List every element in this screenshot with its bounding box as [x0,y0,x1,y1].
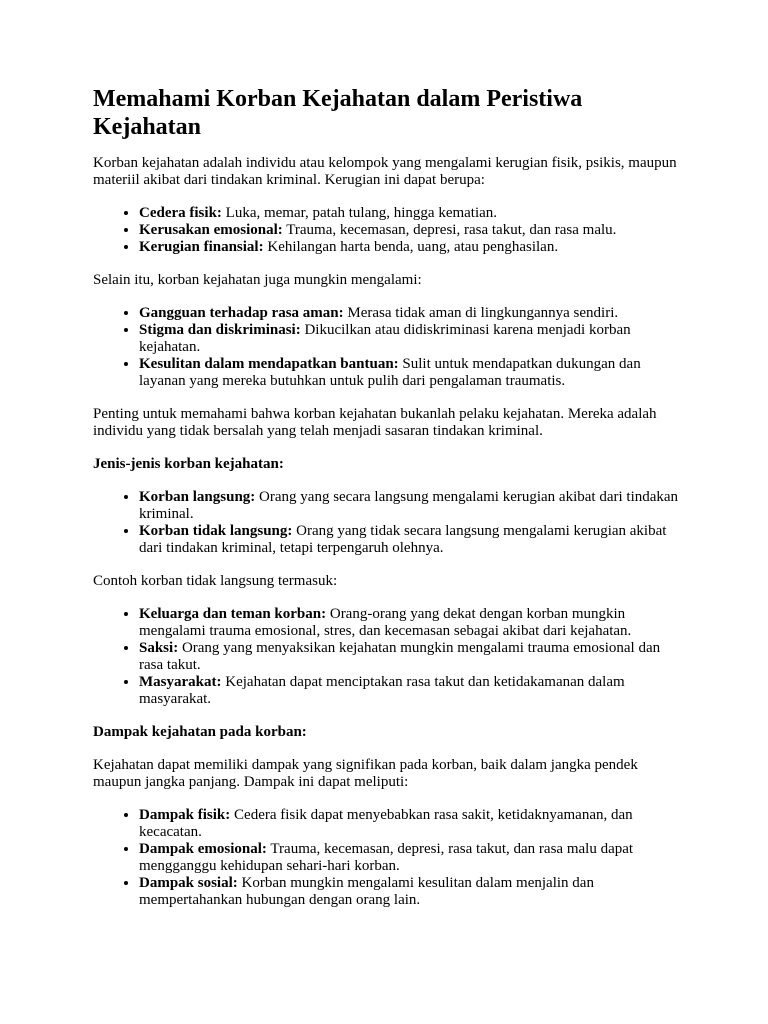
impact-heading [93,724,683,741]
list-item-desc: Trauma, kecemasan, depresi, rasa takut, dan rasa malu. [282,222,617,238]
list-item-desc: Orang yang secara langsung mengalami kerugian akibat dari tindakan kriminal. [139,489,679,522]
losses-list [93,205,683,256]
list-item-desc: Orang-orang yang dekat dengan korban mungkin mengalami trauma emosional, stres, dan kecemasan sebagai akibat dari kejahatan. [139,606,632,639]
list-item [139,875,683,909]
list-item [139,841,683,875]
list-item-term: Stigma dan diskriminasi: [139,322,301,338]
list-item-term: Dampak fisik: [139,807,231,823]
list-item-term: Dampak emosional: [139,841,267,857]
list-item [139,205,683,222]
impact-heading-text: Dampak kejahatan pada korban: [93,724,307,740]
list-item-term: Gangguan terhadap rasa aman: [139,305,344,321]
types-list [93,489,683,557]
list-item-desc: Cedera fisik dapat menyebabkan rasa sakit, ketidaknyamanan, dan kecacatan. [139,807,633,840]
list-item-term: Kesulitan dalam mendapatkan bantuan: [139,356,399,372]
list-item-term: Saksi: [139,640,179,656]
list-item [139,222,683,239]
types-heading [93,456,683,473]
types-heading-text: Jenis-jenis korban kejahatan: [93,456,284,472]
impacts-list [93,807,683,909]
list-item-desc: Kejahatan dapat menciptakan rasa takut dan ketidakamanan dalam masyarakat. [139,674,625,707]
list-item [139,674,683,708]
important-paragraph: Penting untuk memahami bahwa korban kejahatan bukanlah pelaku kejahatan. Mereka adalah individu yang tidak bersalah yang telah menjadi sasaran tindakan kriminal. [93,406,657,439]
list-item [139,606,683,640]
list-item [139,807,683,841]
list-item [139,523,683,557]
document-title: Memahami Korban Kejahatan dalam Peristiwa Kejahatan [93,86,583,140]
list-item [139,239,683,256]
document-page [93,85,683,925]
list-item-term: Cedera fisik: [139,205,222,221]
also-list [93,305,683,390]
list-item [139,356,683,390]
intro-paragraph: Korban kejahatan adalah individu atau kelompok yang mengalami kerugian fisik, psikis, maupun materiil akibat dari tindakan kriminal. Kerugian ini dapat berupa: [93,155,677,188]
list-item-term: Keluarga dan teman korban: [139,606,327,622]
list-item [139,489,683,523]
list-item-term: Kerugian finansial: [139,239,264,255]
list-item-desc: Luka, memar, patah tulang, hingga kematian. [221,205,498,221]
list-item-desc: Orang yang tidak secara langsung mengalami kerugian akibat dari tindakan kriminal, tetapi terpengaruh olehnya. [139,523,667,556]
list-item-desc: Orang yang menyaksikan kejahatan mungkin mengalami trauma emosional dan rasa takut. [139,640,661,673]
list-item-desc: Merasa tidak aman di lingkungannya sendiri. [343,305,619,321]
list-item [139,640,683,674]
list-item-term: Masyarakat: [139,674,222,690]
list-item-term: Korban langsung: [139,489,256,505]
list-item-desc: Sulit untuk mendapatkan dukungan dan layanan yang mereka butuhkan untuk pulih dari pengalaman traumatis. [139,356,641,389]
list-item-term: Kerusakan emosional: [139,222,283,238]
list-item-desc: Trauma, kecemasan, depresi, rasa takut, dan rasa malu dapat mengganggu kehidupan sehari-hari korban. [139,841,634,874]
impact-intro-paragraph: Kejahatan dapat memiliki dampak yang signifikan pada korban, baik dalam jangka pendek maupun jangka panjang. Dampak ini dapat meliputi: [93,757,638,790]
list-item [139,322,683,356]
list-item-term: Korban tidak langsung: [139,523,293,539]
list-item-term: Dampak sosial: [139,875,238,891]
list-item-desc: Dikucilkan atau didiskriminasi karena menjadi korban kejahatan. [139,322,631,355]
also-intro-paragraph: Selain itu, korban kejahatan juga mungkin mengalami: [93,272,422,288]
list-item-desc: Korban mungkin mengalami kesulitan dalam menjalin dan mempertahankan hubungan dengan orang lain. [139,875,594,908]
examples-list [93,606,683,708]
list-item [139,305,683,322]
examples-intro-paragraph: Contoh korban tidak langsung termasuk: [93,573,338,589]
list-item-desc: Kehilangan harta benda, uang, atau penghasilan. [263,239,559,255]
